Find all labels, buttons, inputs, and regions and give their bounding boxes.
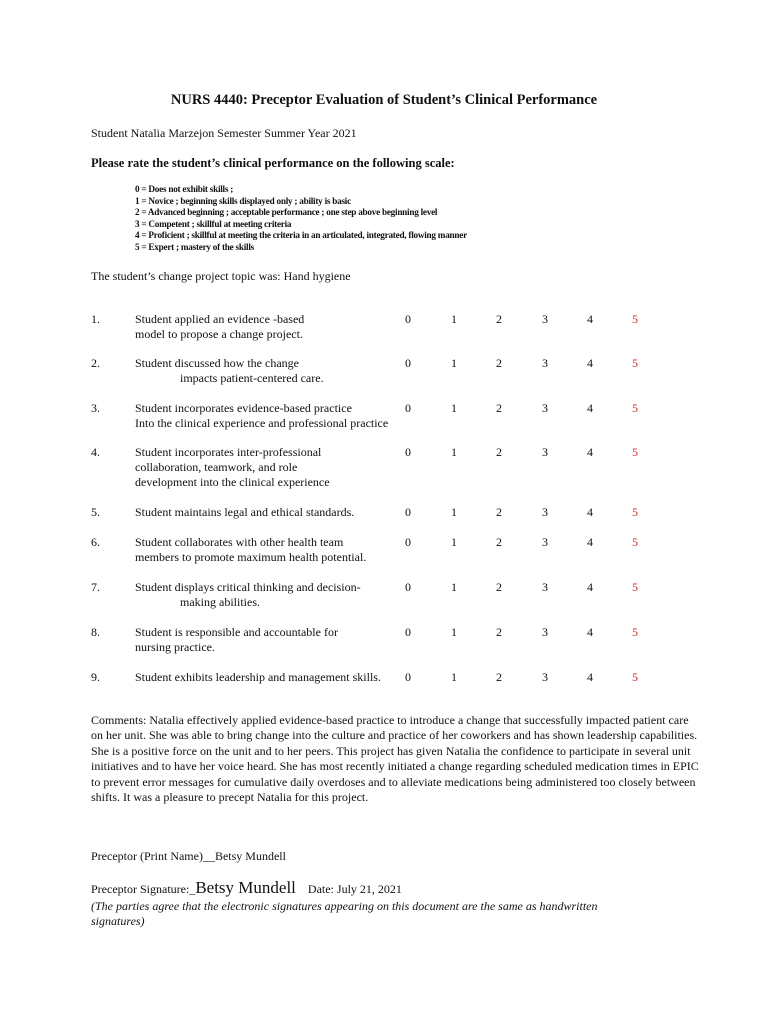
rating-option: 0 xyxy=(405,505,411,519)
rating-option: 3 xyxy=(542,535,548,549)
signature-name: Betsy Mundell xyxy=(195,878,296,897)
item-criterion-line: Student maintains legal and ethical standards. xyxy=(135,505,355,519)
student-info-line: Student Natalia Marzejon Semester Summer Year 2021 xyxy=(91,126,357,140)
rating-option: 4 xyxy=(587,505,593,519)
rating-option: 1 xyxy=(451,580,457,594)
rating-option-selected: 5 xyxy=(632,670,638,684)
change-project-topic: The student’s change project topic was: Hand hygiene xyxy=(91,269,351,283)
scale-item: 0 = Does not exhibit skills ; xyxy=(135,184,234,194)
rating-option: 1 xyxy=(451,356,457,370)
rating-instruction: Please rate the student’s clinical performance on the following scale: xyxy=(91,156,455,170)
item-criterion xyxy=(135,625,338,655)
rating-option: 2 xyxy=(496,670,502,684)
rating-option-selected: 5 xyxy=(632,580,638,594)
rating-option: 0 xyxy=(405,580,411,594)
item-criterion-line: Student displays critical thinking and decision- xyxy=(135,580,361,594)
item-criterion-line: Student collaborates with other health team xyxy=(135,535,344,549)
rating-option: 0 xyxy=(405,401,411,415)
item-number: 3. xyxy=(91,401,100,415)
rating-option: 3 xyxy=(542,580,548,594)
rating-option: 3 xyxy=(542,445,548,459)
item-number: 6. xyxy=(91,535,100,549)
rating-option: 0 xyxy=(405,670,411,684)
item-criterion-line: nursing practice. xyxy=(135,640,215,654)
rating-option: 4 xyxy=(587,625,593,639)
rating-option: 0 xyxy=(405,625,411,639)
rating-option: 1 xyxy=(451,625,457,639)
rating-option: 3 xyxy=(542,356,548,370)
item-criterion xyxy=(135,580,361,610)
rating-option: 4 xyxy=(587,356,593,370)
rating-option: 2 xyxy=(496,580,502,594)
signature-label: Preceptor Signature:_ xyxy=(91,882,196,896)
rating-option-selected: 5 xyxy=(632,312,638,326)
item-criterion xyxy=(135,356,324,386)
comments-paragraph: Comments: Natalia effectively applied evidence-based practice to introduce a change that successfully impacted patient care on her unit. She was able to bring change into the culture and practice of her coworkers and has shown leadership capabilities. She is a positive force on the unit and to her peers. This project has given Natalia the confidence to participate in several unit initiatives and to have her voice heard. She has most recently initiated a change regarding scheduled medication times in EPIC to prevent error messages for cumulative daily overdoses and to alleviate medications being administered too closely between shifts. It was a pleasure to precept Natalia for this project. xyxy=(91,713,699,805)
item-number: 2. xyxy=(91,356,100,370)
item-criterion xyxy=(135,670,381,685)
item-number: 5. xyxy=(91,505,100,519)
rating-option: 0 xyxy=(405,445,411,459)
item-criterion-line: collaboration, teamwork, and role xyxy=(135,460,298,474)
item-criterion-line: Student incorporates evidence-based practice xyxy=(135,401,352,415)
item-criterion xyxy=(135,401,388,431)
item-criterion-line: making abilities. xyxy=(180,595,260,609)
scale-item: 3 = Competent ; skillful at meeting criteria xyxy=(135,218,292,229)
preceptor-print-name: Preceptor (Print Name)__Betsy Mundell xyxy=(91,849,286,863)
rating-option: 4 xyxy=(587,670,593,684)
rating-option-selected: 5 xyxy=(632,535,638,549)
rating-option-selected: 5 xyxy=(632,625,638,639)
item-criterion-line: Student discussed how the change xyxy=(135,356,299,370)
scale-item: 2 = Advanced beginning ; acceptable performance ; one step above beginning level xyxy=(135,207,438,218)
item-number: 8. xyxy=(91,625,100,639)
scale-item: 4 = Proficient ; skillful at meeting the criteria in an articulated, integrated, flowing manner xyxy=(135,230,467,241)
item-number: 9. xyxy=(91,670,100,684)
rating-option: 3 xyxy=(542,312,548,326)
rating-option: 3 xyxy=(542,505,548,519)
rating-option: 3 xyxy=(542,670,548,684)
item-criterion-line: impacts patient-centered care. xyxy=(180,371,324,385)
rating-option: 2 xyxy=(496,535,502,549)
rating-option: 4 xyxy=(587,535,593,549)
scale-item: 5 = Expert ; mastery of the skills xyxy=(135,241,254,252)
rating-option: 2 xyxy=(496,401,502,415)
rating-option: 1 xyxy=(451,401,457,415)
item-number: 7. xyxy=(91,580,100,594)
rating-option: 3 xyxy=(542,401,548,415)
signature-line xyxy=(91,878,402,898)
rating-option-selected: 5 xyxy=(632,401,638,415)
rating-option: 4 xyxy=(587,312,593,326)
rating-option: 2 xyxy=(496,625,502,639)
rating-option: 1 xyxy=(451,505,457,519)
scale-item: 1 = Novice ; beginning skills displayed only ; ability is basic xyxy=(135,195,351,206)
item-criterion xyxy=(135,535,366,565)
rating-option: 2 xyxy=(496,445,502,459)
item-number: 1. xyxy=(91,312,100,326)
item-criterion-line: Student incorporates inter-professional xyxy=(135,445,322,459)
rating-option: 1 xyxy=(451,535,457,549)
rating-option: 2 xyxy=(496,312,502,326)
signature-note: (The parties agree that the electronic signatures appearing on this document are the same as handwritten signatures) xyxy=(91,899,598,928)
item-criterion xyxy=(135,312,304,342)
item-criterion-line: Student is responsible and accountable for xyxy=(135,625,338,639)
rating-option: 0 xyxy=(405,312,411,326)
item-number: 4. xyxy=(91,445,100,459)
rating-option: 1 xyxy=(451,670,457,684)
rating-option: 4 xyxy=(587,580,593,594)
rating-option-selected: 5 xyxy=(632,505,638,519)
item-criterion-line: Into the clinical experience and professional practice xyxy=(135,416,389,430)
item-criterion-line: members to promote maximum health potential. xyxy=(135,550,367,564)
item-criterion-line: Student exhibits leadership and management skills. xyxy=(135,670,381,684)
rating-option: 4 xyxy=(587,445,593,459)
rating-option: 0 xyxy=(405,535,411,549)
item-criterion xyxy=(135,445,330,490)
rating-scale-legend xyxy=(135,184,467,254)
rating-option: 4 xyxy=(587,401,593,415)
rating-option-selected: 5 xyxy=(632,356,638,370)
rating-option: 2 xyxy=(496,505,502,519)
item-criterion-line: model to propose a change project. xyxy=(135,327,303,341)
item-criterion-line: Student applied an evidence -based xyxy=(135,312,305,326)
rating-option-selected: 5 xyxy=(632,445,638,459)
rating-option: 1 xyxy=(451,445,457,459)
item-criterion xyxy=(135,505,354,520)
rating-option: 2 xyxy=(496,356,502,370)
item-criterion-line: development into the clinical experience xyxy=(135,475,330,489)
rating-option: 3 xyxy=(542,625,548,639)
document-title: NURS 4440: Preceptor Evaluation of Student’s Clinical Performance xyxy=(170,92,598,108)
signature-date: Date: July 21, 2021 xyxy=(307,882,402,896)
rating-option: 1 xyxy=(451,312,457,326)
rating-option: 0 xyxy=(405,356,411,370)
